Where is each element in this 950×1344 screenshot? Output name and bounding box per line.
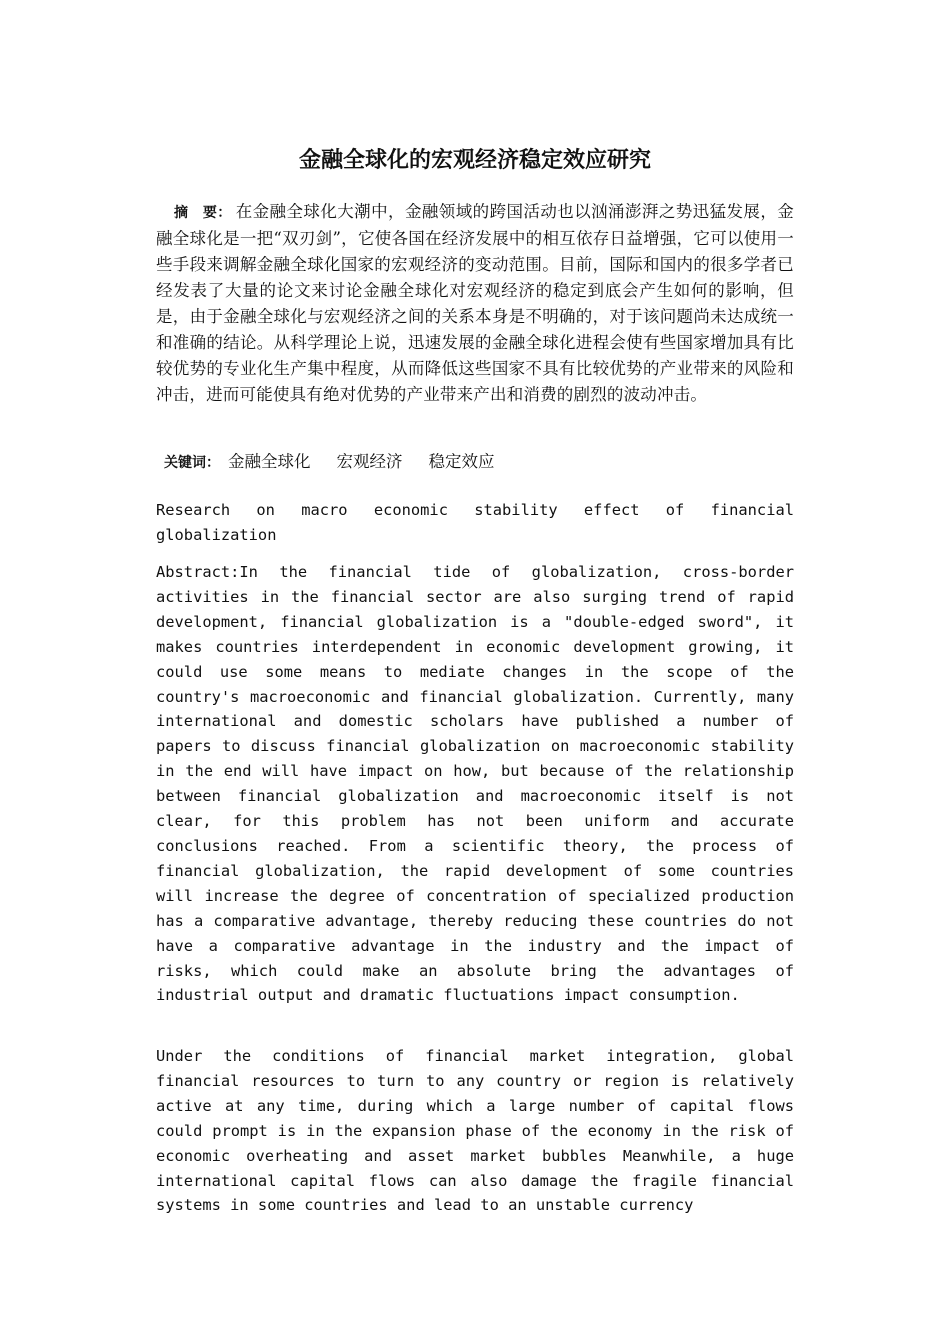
abstract-label: 摘 要：: [174, 205, 232, 221]
keyword-item: 稳定效应: [428, 452, 495, 471]
keywords-label: 关键词：: [164, 455, 220, 471]
keyword-item: 宏观经济: [336, 452, 403, 471]
english-paragraph: Under the conditions of financial market integration, global financial resources to turn to any country or region is relatively active at any time, during which a large number of capital flows could prompt is in the expansion phase of the economy in the risk of economic overheating and asset market bubbles Meanwhile, a huge international capital flows can also damage the fragile financial systems in some countries and lead to an unstable currency: [156, 1047, 794, 1215]
paper-title: 金融全球化的宏观经济稳定效应研究: [298, 148, 651, 173]
chinese-abstract: [156, 199, 794, 408]
abstract-text: 在金融全球化大潮中，金融领域的跨国活动也以汹涌澎湃之势迅猛发展，金融全球化是一把“双刃剑”，它使各国在经济发展中的相互依存日益增强，它可以使用一些手段来调解金融全球化国家的宏观经济的变动范围。目前，国际和国内的很多学者已经发表了大量的论文来讨论金融全球化对宏观经济的稳定到底会产生如何的影响，但是，由于金融全球化与宏观经济之间的关系本身是不明确的，对于该问题尚未达成统一和准确的结论。从科学理论上说，迅速发展的金融全球化进程会使有些国家增加具有比较优势的专业化生产集中程度，从而降低这些国家不具有比较优势的产业带来的风险和冲击，进而可能使具有绝对优势的产业带来产出和消费的剧烈的波动冲击。: [156, 202, 794, 404]
keywords-line: [164, 449, 794, 476]
english-abstract: Abstract:In the financial tide of globalization, cross-border activities in the financial sector are also surging trend of rapid development, financial globalization is a "double-edged sword", it makes countries interdependent in economic development growing, it could use some means to mediate changes in the scope of the country's macroeconomic and financial globalization. Currently, many international and domestic scholars have published a number of papers to discuss financial globalization on macroeconomic stability in the end will have impact on how, but because of the relationship between financial globalization and macroeconomic itself is not clear, for this problem has not been uniform and accurate conclusions reached. From a scientific theory, the process of financial globalization, the rapid development of some countries will increase the degree of concentration of specialized production has a comparative advantage, thereby reducing these countries do not have a comparative advantage in the industry and the impact of risks, which could make an absolute bring the advantages of industrial output and dramatic fluctuations impact consumption.: [156, 563, 794, 1005]
english-title: Research on macro economic stability effect of financial globalization: [156, 501, 794, 544]
keyword-item: 金融全球化: [228, 452, 311, 471]
